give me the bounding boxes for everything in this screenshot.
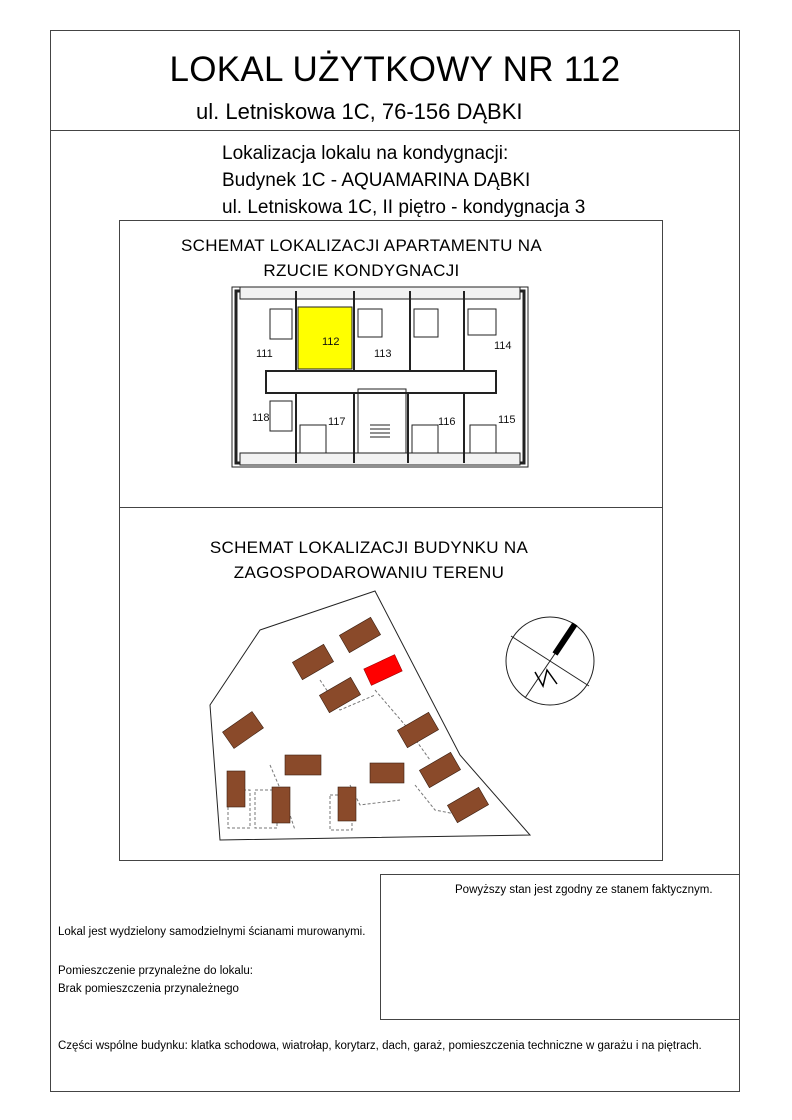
floor-outline [232,287,528,467]
building [447,787,488,822]
building [338,787,356,821]
statement-text: Powyższy stan jest zgodny ze stanem faktycznym. [455,884,713,896]
building [319,677,360,712]
building [285,755,321,775]
unit-label-116: 116 [438,416,456,428]
location-line-1: Lokalizacja lokalu na kondygnacji: [222,143,509,164]
building [339,617,380,652]
building [292,644,333,679]
site-plan-title [119,535,619,585]
header-divider [50,130,740,131]
floor-plan-title-line1: SCHEMAT LOKALIZACJI APARTAMENTU NA [181,236,542,255]
corridor [266,371,496,393]
common-parts-note: Części wspólne budynku: klatka schodowa, wiatrołap, korytarz, dach, garaż, pomieszczenia techniczne w garażu i na piętrach. [58,1040,702,1052]
building [227,771,245,807]
location-line-2: Budynek 1C - AQUAMARINA DĄBKI [222,170,531,191]
floor-plan-drawing [230,285,530,485]
floor-plan-title-line2: RZUCIE KONDYGNACJI [263,261,460,280]
unit-label-118: 118 [252,412,270,424]
annex-value: Brak pomieszczenia przynależnego [58,983,239,995]
floor-plan-title [119,233,604,283]
location-line-3: ul. Letniskowa 1C, II piętro - kondygnacja 3 [222,197,586,218]
unit-label-114: 114 [494,340,512,352]
annex-label: Pomieszczenie przynależne do lokalu: [58,965,253,977]
north-balcony [240,287,520,299]
north-arrow-icon [503,614,598,709]
stair-core [358,389,406,453]
page-title: LOKAL UŻYTKOWY NR 112 [169,50,621,89]
building [272,787,290,823]
unit-label-112: 112 [322,336,340,348]
site-plan-title-line1: SCHEMAT LOKALIZACJI BUDYNKU NA [209,538,529,557]
south-balcony [240,453,520,465]
schemes-divider [119,507,663,508]
building-1c-highlight [364,655,402,686]
unit-label-115: 115 [498,414,516,426]
unit-label-117: 117 [328,416,346,428]
unit-label-113: 113 [374,348,392,360]
address: ul. Letniskowa 1C, 76-156 DĄBKI [196,99,523,124]
unit-label-111: 111 [256,348,273,360]
building [223,711,264,748]
building [419,752,460,787]
building [370,763,404,783]
walls-note: Lokal jest wydzielony samodzielnymi ścianami murowanymi. [58,926,366,938]
site-plan-title-line2: ZAGOSPODAROWANIU TERENU [233,563,505,582]
